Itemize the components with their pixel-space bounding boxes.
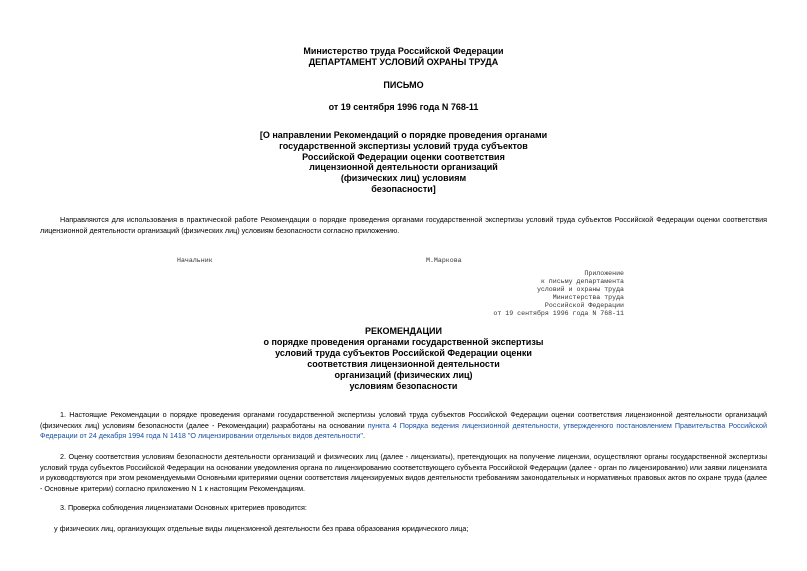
signature-name: М.Маркова xyxy=(426,257,462,264)
subject-line: безопасности] xyxy=(371,183,436,194)
paragraph-1 xyxy=(40,410,767,442)
department-name: ДЕПАРТАМЕНТ УСЛОВИЙ ОХРАНЫ ТРУДА xyxy=(308,57,499,67)
paragraph-1-end: . xyxy=(362,431,365,440)
subject-line: лицензионной деятельности организаций xyxy=(309,162,498,173)
paragraph-1-text: 1. Настоящие Рекомендации о порядке проведения органами государственной экспертизы условий труда субъектов Российской Федерации оценки соответствия лицензионной деятельности организаций (физических лиц) условиям безопасности (далее - Рекомендации) разработаны на основании xyxy=(40,410,767,430)
document-subject xyxy=(0,130,807,195)
ministry-name: Министерство труда Российской Федерации xyxy=(303,46,504,56)
recommendations-title-line: РЕКОМЕНДАЦИИ xyxy=(365,326,442,336)
subject-line: [О направлении Рекомендаций о порядке проведения органами xyxy=(259,130,548,140)
intro-paragraph: Направляются для использования в практической работе Рекомендации о порядке проведения органами государственной экспертизы условий труда субъектов Российской Федерации оценки соответствия лицензионной деятельности организаций (физических лиц) условиям безопасности согласно приложению. xyxy=(40,215,767,235)
appendix-line: Министерства труда xyxy=(552,294,624,301)
recommendations-title-line: о порядке проведения органами государственной экспертизы xyxy=(263,337,544,347)
appendix-line: Приложение xyxy=(584,270,624,277)
recommendations-title-line: соответствия лицензионной деятельности xyxy=(307,359,500,369)
recommendations-title xyxy=(0,326,807,392)
appendix-line: к письму департамента xyxy=(540,278,624,285)
paragraph-3: 3. Проверка соблюдения лицензиатами Основных критериев проводится: xyxy=(60,503,307,512)
appendix-note xyxy=(493,270,624,318)
document-date-number: от 19 сентября 1996 года N 768-11 xyxy=(328,102,479,112)
regulation-link[interactable]: пункта 4 Порядка ведения лицензионной деятельности, утвержденного постановлением Правительства Российской Федерации от 24 декабря 1994 года N 1418 "О лицензировании отдельных видов деятельности" xyxy=(40,420,767,440)
appendix-line: Российской Федерации xyxy=(544,302,624,309)
recommendations-title-line: организаций (физических лиц) xyxy=(334,370,473,380)
signature-title: Начальник xyxy=(177,257,213,264)
recommendations-title-line: условиям безопасности xyxy=(349,381,458,391)
appendix-line: условий и охраны труда xyxy=(536,286,624,293)
subject-line: Российской Федерации оценки соответствия xyxy=(302,151,505,162)
subject-line: государственной экспертизы условий труда субъектов xyxy=(279,140,528,151)
appendix-line: от 19 сентября 1996 года N 768-11 xyxy=(493,310,624,317)
document-type: ПИСЬМО xyxy=(383,80,424,90)
recommendations-title-line: условий труда субъектов Российской Федерации оценки xyxy=(275,348,532,358)
subject-line: (физических лиц) условиям xyxy=(340,173,467,184)
paragraph-4: у физических лиц, организующих отдельные виды лицензионной деятельности без права образования юридического лица; xyxy=(54,524,469,533)
paragraph-2: 2. Оценку соответствия условиям безопасности деятельности организаций и физических лиц (далее - лицензиаты), претендующих на получение лицензии, осуществляют органы государственной экспертизы условий труда субъектов Российской Федерации на основании уведомления органа по лицензированию соответствующего субъекта Российской Федерации (далее - орган по лицензированию) или заявки лицензиата и руководствуются при этом рекомендуемыми Основными критериями оценки соответствия лицензируемых видов деятельности требованиям законодательных и нормативных правовых актов по охране труда (далее - Основные критерии) согласно приложению N 1 к настоящим Рекомендациям. xyxy=(40,452,767,493)
